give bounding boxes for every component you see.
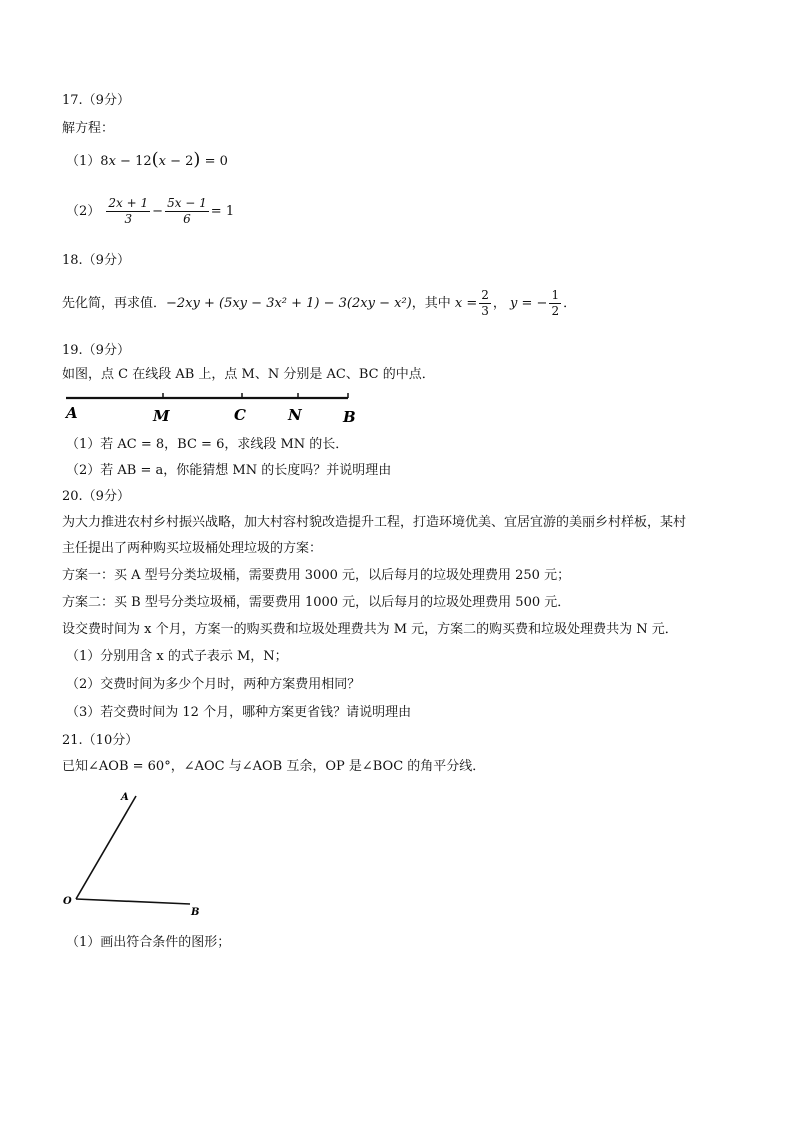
fraction-denominator: 3 [481,304,489,318]
angle-diagram [58,786,218,921]
label-N: N [288,406,302,424]
q19-stem: 如图，点 C 在线段 AB 上，点 M、N 分别是 AC、BC 的中点． [62,367,435,382]
eq-term: − 12 [115,154,152,169]
eq-paren: ( [151,149,159,170]
q20-stem-1: 为大力推进农村乡村振兴战略，加大村容村貌改造提升工程，打造环境优美、宜居宜游的美丽乡村样板，某村 [62,515,687,530]
fraction-numerator: 1 [551,288,560,302]
q17-part1 [66,151,228,171]
fraction-numerator: 2x + 1 [108,196,149,210]
q20-part3: （3）若交费时间为 12 个月，哪种方案更省钱？请说明理由 [66,705,412,720]
fraction-numerator: 5x − 1 [167,196,207,210]
q18-header: 18.（9分） [62,253,130,268]
q19-part2: （2）若 AB = a，你能猜想 MN 的长度吗？并说明理由 [66,463,392,478]
q17-fraction-2 [165,196,209,227]
q18-x-fraction [479,288,491,319]
q18-x-eq: x = [454,296,478,311]
eq-term: = 0 [200,154,228,169]
label-M: M [153,407,170,425]
q17-fraction-1 [106,196,150,227]
q20-plan-2: 方案二：买 B 型号分类垃圾桶，需要费用 1000 元，以后每月的垃圾处理费用 500 元． [62,595,571,610]
q19-part1: （1）若 AC = 8，BC = 6，求线段 MN 的长． [66,437,349,452]
q18-body [62,288,576,320]
fraction-denominator: 3 [124,212,133,226]
q18-expression: −2xy + (5xy − 3x² + 1) − 3(2xy − x²) [166,296,412,311]
label-B: B [343,408,356,426]
q20-plan-1: 方案一：买 A 型号分类垃圾桶，需要费用 3000 元，以后每月的垃圾处理费用 250 元； [62,568,571,583]
q18-end: ． [563,296,577,311]
eq-var: x [108,154,116,169]
label-O: O [63,896,72,907]
q19-header: 19.（9分） [62,343,130,358]
q20-part2: （2）交费时间为多少个月时，两种方案费用相同？ [66,677,361,692]
label-C: C [234,406,246,424]
q18-comma: ， [492,296,506,311]
eq-term: 8 [100,154,109,169]
eq-var: x [158,154,166,169]
eq-paren: ) [193,149,201,170]
q21-header: 21.（10分） [62,733,139,748]
ray-OB [76,899,190,904]
q17-intro: 解方程： [62,121,115,136]
fraction-denominator: 2 [551,304,560,318]
q17-header: 17.（9分） [62,93,130,108]
ray-OA [76,796,136,899]
q18-mid: ，其中 [411,296,451,311]
segment-diagram [58,388,368,428]
q17-part2-label: （2） [66,204,101,219]
q21-part1: （1）画出符合条件的图形； [66,935,231,950]
q18-y-eq: y = − [510,296,548,311]
q18-prefix: 先化简，再求值． [62,296,167,311]
minus-sign: − [152,204,164,219]
q17-part2 [66,196,234,228]
q20-header: 20.（9分） [62,489,130,504]
q20-part1: （1）分别用含 x 的式子表示 M，N； [66,649,288,664]
q17-part1-eq [100,149,228,170]
q21-stem: 已知∠AOB = 60°，∠AOC 与∠AOB 互余，OP 是∠BOC 的角平分线． [62,759,486,774]
q18-y-fraction [549,288,561,319]
label-A: A [121,792,129,803]
eq-term: − 2 [165,154,194,169]
fraction-denominator: 6 [183,212,191,226]
label-A: A [66,404,78,422]
q17-part1-label: （1） [66,154,101,169]
equals-one: = 1 [210,204,235,219]
q20-stem-2: 主任提出了两种购买垃圾桶处理垃圾的方案： [62,541,323,556]
q20-setup: 设交费时间为 x 个月，方案一的购买费和垃圾处理费共为 M 元，方案二的购买费和垃圾处理费共为 N 元． [62,622,678,637]
fraction-numerator: 2 [481,288,489,302]
label-B: B [191,907,200,918]
